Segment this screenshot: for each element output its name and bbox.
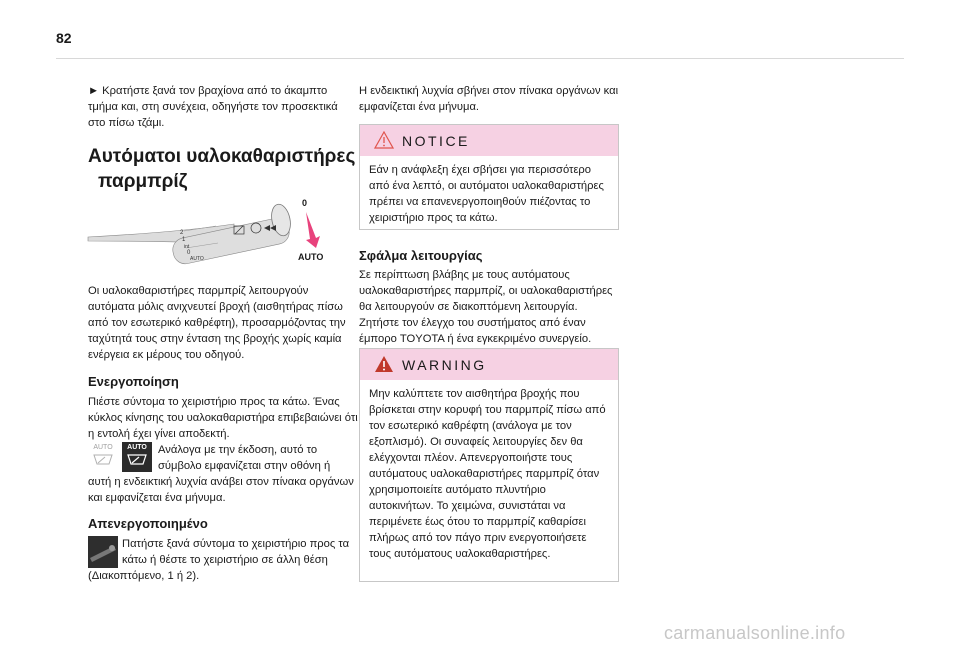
notice-box [359, 124, 619, 230]
fault-text: Σε περίπτωση βλάβης με τους αυτόματους υαλοκαθαριστήρες παρμπρίζ, οι υαλοκαθαριστήρες θα λειτουργούν σε διακοπτόμενη λειτουργία. Ζητήστε τον έλεγχο του συστήματος από έναν έμπορο TOYOTA ή ένα εγκεκριμένο συνεργείο. [359, 269, 613, 345]
warning-triangle-icon [374, 355, 394, 373]
stalk-mark-1: 1 [182, 237, 186, 243]
wiper-stalk-illustration [84, 190, 329, 272]
auto-wipers-description: Οι υαλοκαθαριστήρες παρμπρίζ λειτουργούν αυτόματα μόλις ανιχνευτεί βροχή (αισθητήρας πίσω από τον εσωτερικό καθρέφτη), προσαρμόζοντας την ταχύτητά τους στην ένταση της βροχής χωρίς καμία ενέργεια εκ μέρους του οδηγού. [88, 285, 346, 361]
activation-heading: Ενεργοποίηση [88, 374, 179, 389]
section-title [88, 144, 358, 194]
section-title-line2: παρμπρίζ [98, 171, 188, 192]
deactivation-text: Πατήστε ξανά σύντομα το χειριστήριο προς τα κάτω ή θέστε το χειριστήριο σε άλλη θέση [122, 538, 350, 566]
activation-text: Πιέστε σύντομα το χειριστήριο προς τα κάτω. Ένας κύκλος κίνησης του υαλοκαθαριστήρα επιβεβαιώνει ότι η εντολή έχει γίνει αποδεκτή. [88, 396, 358, 440]
page-number: 82 [56, 30, 72, 46]
figure-label-auto: AUTO [298, 252, 324, 262]
auto-symbol-outline-label: AUTO [93, 444, 113, 451]
notice-header [360, 125, 618, 156]
notice-title: NOTICE [402, 133, 470, 149]
stalk-mark-int: int [184, 244, 190, 250]
stalk-mark-0: 0 [187, 250, 191, 256]
activation-indicator-text: αυτή η ενδεικτική λυχνία ανάβει στον πίνακα οργάνων και εμφανίζεται ένα μήνυμα. [88, 476, 354, 504]
stalk-mark-auto: AUTO [190, 256, 204, 262]
watermark: carmanualsonline.info [664, 623, 846, 643]
wiper-stalk-thumbnail-icon [88, 536, 118, 568]
deactivation-text-tail: (Διακοπτόμενο, 1 ή 2). [88, 570, 200, 582]
deactivation-heading: Απενεργοποιημένο [88, 516, 208, 531]
auto-indicator-icon [122, 442, 152, 472]
indicator-off-text: Η ενδεικτική λυχνία σβήνει στον πίνακα οργάνων και εμφανίζεται ένα μήνυμα. [359, 85, 619, 113]
warning-box [359, 348, 619, 582]
section-title-line1: Αυτόματοι υαλοκαθαριστήρες [88, 146, 356, 167]
intro-step: ► Κρατήστε ξανά τον βραχίονα από το άκαμπτο τμήμα και, στη συνέχεια, οδηγήστε τον προσεκτικά στο πίσω τζάμι. [88, 85, 338, 129]
activation-symbol-text: Ανάλογα με την έκδοση, αυτό το σύμβολο εμφανίζεται στην οθόνη ή [158, 444, 331, 472]
push-down-arrow-icon [306, 212, 320, 248]
fault-heading: Σφάλμα λειτουργίας [359, 248, 483, 263]
notice-triangle-icon [374, 131, 394, 149]
header-divider [56, 58, 904, 59]
auto-symbol-outline-icon [88, 442, 118, 472]
warning-header [360, 349, 618, 380]
notice-text: Εάν η ανάφλεξη έχει σβήσει για περισσότερο από ένα λεπτό, οι αυτόματοι υαλοκαθαριστήρες πρέπει να επανενεργοποιηθούν πιέζοντας το χειριστήριο προς τα κάτω. [369, 164, 604, 224]
warning-text: Μην καλύπτετε τον αισθητήρα βροχής που βρίσκεται στην κορυφή του παρμπρίζ πίσω από τον εσωτερικό καθρέφτη (ανάλογα με τον εξοπλισμό). Οι συναφείς λειτουργίες δεν θα ελέγχονται πλέον. Απενεργοποιήστε τους αυτόματους υαλοκαθαριστήρες παρμπρίζ όταν χρησιμοποιείτε αυτόματο πλυντήριο αυτοκινήτων. Το χειμώνα, συνιστάται να περιμένετε έως ότου το παρμπρίζ καθαρίσει πλήρως από τον πάγο πριν ενεργοποιήσετε τους αυτόματους υαλοκαθαριστήρες. [369, 388, 606, 560]
stalk-mark-2: 2 [180, 230, 184, 236]
figure-label-0: 0 [302, 198, 308, 208]
warning-title: WARNING [402, 357, 487, 373]
auto-indicator-label: AUTO [127, 444, 147, 451]
